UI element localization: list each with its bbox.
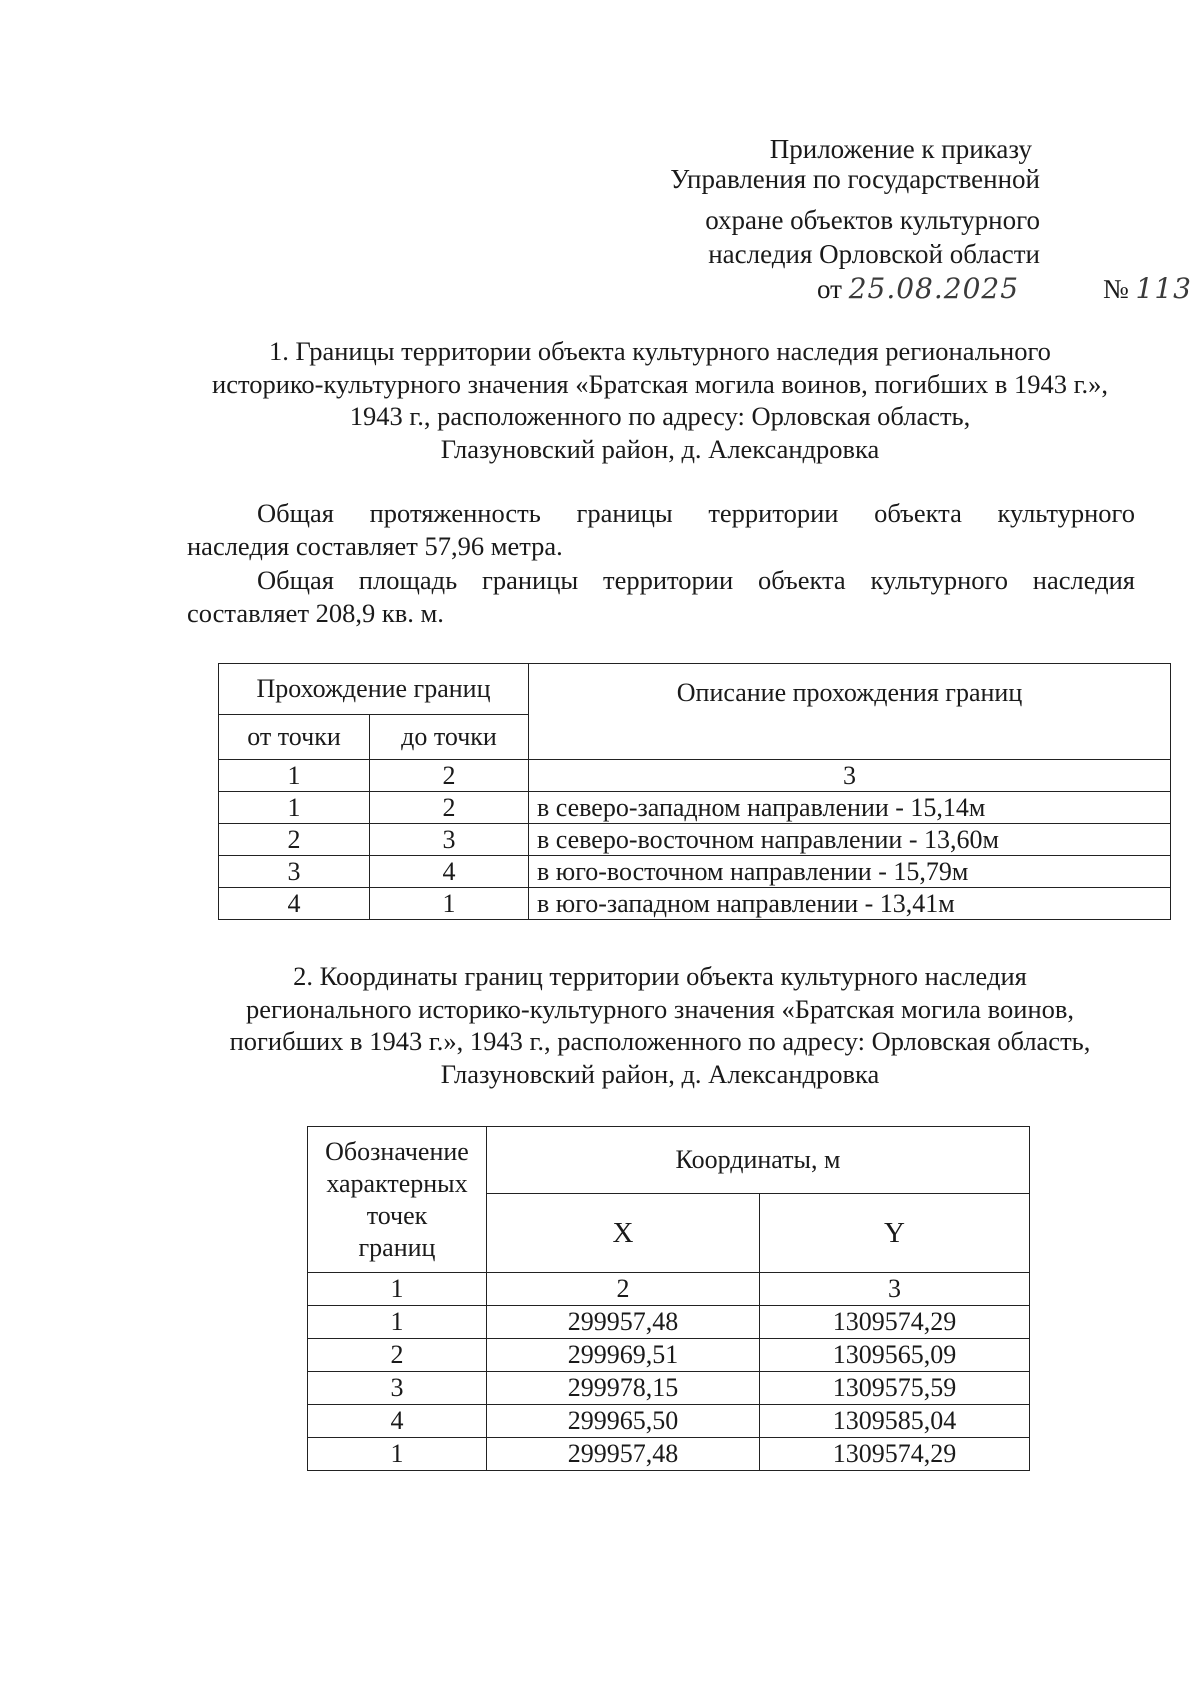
to-point-cell: 2 [370,792,529,824]
coordinates-table [307,1126,1030,1471]
description-cell: в юго-западном направлении - 13,41м [529,888,1171,920]
title-line: историко-культурного значения «Братская могила воинов, погибших в 1943 г.», [212,368,1108,399]
table-row [219,824,1171,856]
authority-line-2: охране объектов культурного [705,205,1040,235]
index-row [308,1273,1030,1306]
area-paragraph [187,564,1135,630]
title-line: погибших в 1943 г.», 1943 г., расположенного по адресу: Орловская область, [229,1026,1091,1056]
table-cell: 3 [760,1273,1030,1306]
to-point-cell: 3 [370,824,529,856]
area-text-line: Общая площадь границы территории объекта культурного наследия [257,565,1135,595]
boundary-length-paragraph [187,497,1135,563]
section1-title [160,335,1160,465]
table-cell: 1 [219,760,370,792]
from-point-cell: 2 [219,824,370,856]
to-point-cell: 4 [370,856,529,888]
title-line: Глазуновский район, д. Александровка [440,1058,880,1089]
table-cell: 1 [308,1273,487,1306]
y-cell: 1309565,09 [760,1339,1030,1372]
y-cell: 1309585,04 [760,1405,1030,1438]
header-line: точек [366,1200,428,1230]
length-text-line: наследия составляет 57,96 метра. [187,531,563,561]
x-cell: 299957,48 [487,1306,760,1339]
table-row [308,1306,1030,1339]
table-row [219,792,1171,824]
point-cell: 1 [308,1438,487,1471]
header-x: X [487,1194,760,1273]
x-cell: 299978,15 [487,1372,760,1405]
table-cell: 2 [370,760,529,792]
authority-line-3: наследия Орловской области [708,239,1040,269]
table-row [308,1405,1030,1438]
header-from-point: от точки [219,715,370,760]
area-text-line: составляет 208,9 кв. м. [187,598,444,628]
title-line: регионального историко-культурного значения «Братская могила воинов, [245,993,1075,1024]
point-cell: 2 [308,1339,487,1372]
description-cell: в северо-восточном направлении - 13,60м [529,824,1171,856]
appendix-label: Приложение к приказу [769,134,1032,164]
authority-line-1: Управления по государственной [670,164,1040,194]
section2-title [160,960,1160,1090]
header-line: характерных [326,1168,468,1198]
handwritten-number: 113 [1135,272,1192,305]
y-cell: 1309574,29 [760,1306,1030,1339]
handwritten-date: 25.08.2025 [848,272,1020,305]
title-line: 1943 г., расположенного по адресу: Орловская область, [349,401,971,431]
header-point-designation [308,1127,487,1273]
point-cell: 4 [308,1405,487,1438]
header-boundary-passage: Прохождение границ [219,664,529,715]
point-cell: 3 [308,1372,487,1405]
number-prefix: № [1103,274,1129,304]
title-line: 1. Границы территории объекта культурного наследия регионального [269,336,1051,366]
point-cell: 1 [308,1306,487,1339]
from-point-cell: 3 [219,856,370,888]
order-date [817,272,1019,306]
to-point-cell: 1 [370,888,529,920]
header-description: Описание прохождения границ [529,664,1171,760]
order-number [1103,272,1192,306]
header-line: Обозначение [325,1136,469,1166]
description-cell: в северо-западном направлении - 15,14м [529,792,1171,824]
description-cell: в юго-восточном направлении - 15,79м [529,856,1171,888]
table-row [308,1438,1030,1471]
table-row [219,888,1171,920]
header-y: Y [760,1194,1030,1273]
x-cell: 299969,51 [487,1339,760,1372]
y-cell: 1309575,59 [760,1372,1030,1405]
title-line: Глазуновский район, д. Александровка [440,433,880,464]
length-text-line: Общая протяженность границы территории объекта культурного [257,498,1135,528]
table-cell: 2 [487,1273,760,1306]
table-cell: 3 [529,760,1171,792]
x-cell: 299965,50 [487,1405,760,1438]
table-row [308,1339,1030,1372]
index-row [219,760,1171,792]
title-line: 2. Координаты границ территории объекта культурного наследия [293,961,1027,991]
table-row [219,856,1171,888]
date-prefix: от [817,274,842,304]
boundary-description-table [218,663,1171,920]
table-row [308,1372,1030,1405]
header-line: границ [358,1232,436,1262]
y-cell: 1309574,29 [760,1438,1030,1471]
header-to-point: до точки [370,715,529,760]
x-cell: 299957,48 [487,1438,760,1471]
from-point-cell: 4 [219,888,370,920]
from-point-cell: 1 [219,792,370,824]
header-coordinates: Координаты, м [487,1127,1030,1194]
